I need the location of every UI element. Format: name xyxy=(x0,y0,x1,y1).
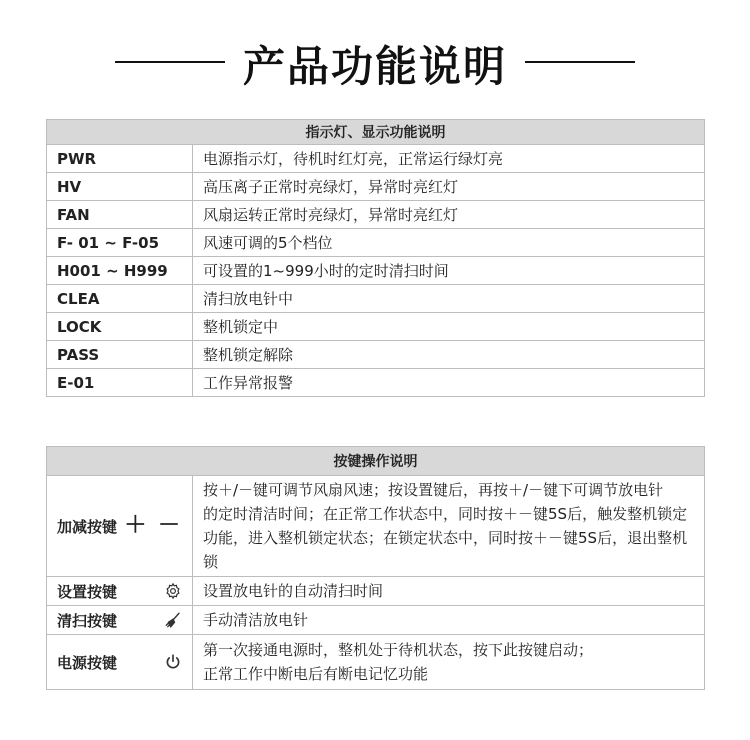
table-row xyxy=(47,369,705,397)
button-key-cell xyxy=(47,577,193,606)
table-row xyxy=(47,635,705,690)
table-row xyxy=(47,313,705,341)
table-row xyxy=(47,476,705,577)
desc-line: 按＋/－键可调节风扇风速；按设置键后，再按＋/－键下可调节放电针 xyxy=(203,481,664,499)
indicator-table xyxy=(46,119,705,397)
table-row xyxy=(47,145,705,173)
indicator-desc: 工作异常报警 xyxy=(193,369,705,397)
button-table-header-row xyxy=(47,447,705,476)
desc-line: 设置放电针的自动清扫时间 xyxy=(203,582,384,600)
settings-button-label: 设置按键 xyxy=(57,582,118,601)
power-icon xyxy=(164,653,182,671)
brush-icon xyxy=(164,611,182,629)
indicator-key: CLEA xyxy=(47,285,193,313)
table-row xyxy=(47,201,705,229)
indicator-desc: 电源指示灯，待机时红灯亮，正常运行绿灯亮 xyxy=(193,145,705,173)
table-row xyxy=(47,606,705,635)
button-key-cell xyxy=(47,635,193,690)
desc-line: 手动清洁放电针 xyxy=(203,611,309,629)
indicator-key: HV xyxy=(47,173,193,201)
table-row xyxy=(47,173,705,201)
desc-line: 功能，进入整机锁定状态；在锁定状态中，同时按＋－键5S后，退出整机锁 xyxy=(203,529,688,571)
indicator-table-header-row xyxy=(47,120,705,145)
plus-minus-button-label: 加减按键 xyxy=(57,517,118,536)
indicator-desc: 风扇运转正常时亮绿灯，异常时亮红灯 xyxy=(193,201,705,229)
table-row xyxy=(47,229,705,257)
indicator-key: F- 01 ~ F-05 xyxy=(47,229,193,257)
indicator-key: PASS xyxy=(47,341,193,369)
power-button-label: 电源按键 xyxy=(57,653,118,672)
indicator-desc: 风速可调的5个档位 xyxy=(193,229,705,257)
title-area xyxy=(0,30,750,90)
button-table xyxy=(46,446,705,690)
title-divider-right xyxy=(525,61,635,63)
page-title: 产品功能说明 xyxy=(242,42,507,91)
gear-icon xyxy=(164,582,182,600)
table-row xyxy=(47,341,705,369)
clean-button-label: 清扫按键 xyxy=(57,611,118,630)
desc-line: 正常工作中断电后有断电记忆功能 xyxy=(203,665,429,683)
button-table-header: 按键操作说明 xyxy=(47,447,705,476)
button-desc xyxy=(193,606,705,635)
indicator-desc: 高压离子正常时亮绿灯，异常时亮红灯 xyxy=(193,173,705,201)
indicator-desc: 整机锁定解除 xyxy=(193,341,705,369)
button-key-cell xyxy=(47,606,193,635)
desc-line: 第一次接通电源时，整机处于待机状态，按下此按键启动； xyxy=(203,641,594,659)
indicator-desc: 可设置的1~999小时的定时清扫时间 xyxy=(193,257,705,285)
indicator-key: LOCK xyxy=(47,313,193,341)
table-row xyxy=(47,257,705,285)
button-desc xyxy=(193,635,705,690)
indicator-key: FAN xyxy=(47,201,193,229)
button-desc xyxy=(193,577,705,606)
desc-line: 的定时清洁时间；在正常工作状态中，同时按＋－键5S后，触发整机锁定 xyxy=(203,505,688,523)
plus-minus-icon: ＋ － xyxy=(124,513,182,538)
indicator-key: H001 ~ H999 xyxy=(47,257,193,285)
indicator-table-header: 指示灯、显示功能说明 xyxy=(47,120,705,145)
button-key-cell xyxy=(47,476,193,577)
button-desc xyxy=(193,476,705,577)
indicator-key: E-01 xyxy=(47,369,193,397)
indicator-desc: 整机锁定中 xyxy=(193,313,705,341)
table-row xyxy=(47,285,705,313)
indicator-key: PWR xyxy=(47,145,193,173)
table-row xyxy=(47,577,705,606)
indicator-desc: 清扫放电针中 xyxy=(193,285,705,313)
